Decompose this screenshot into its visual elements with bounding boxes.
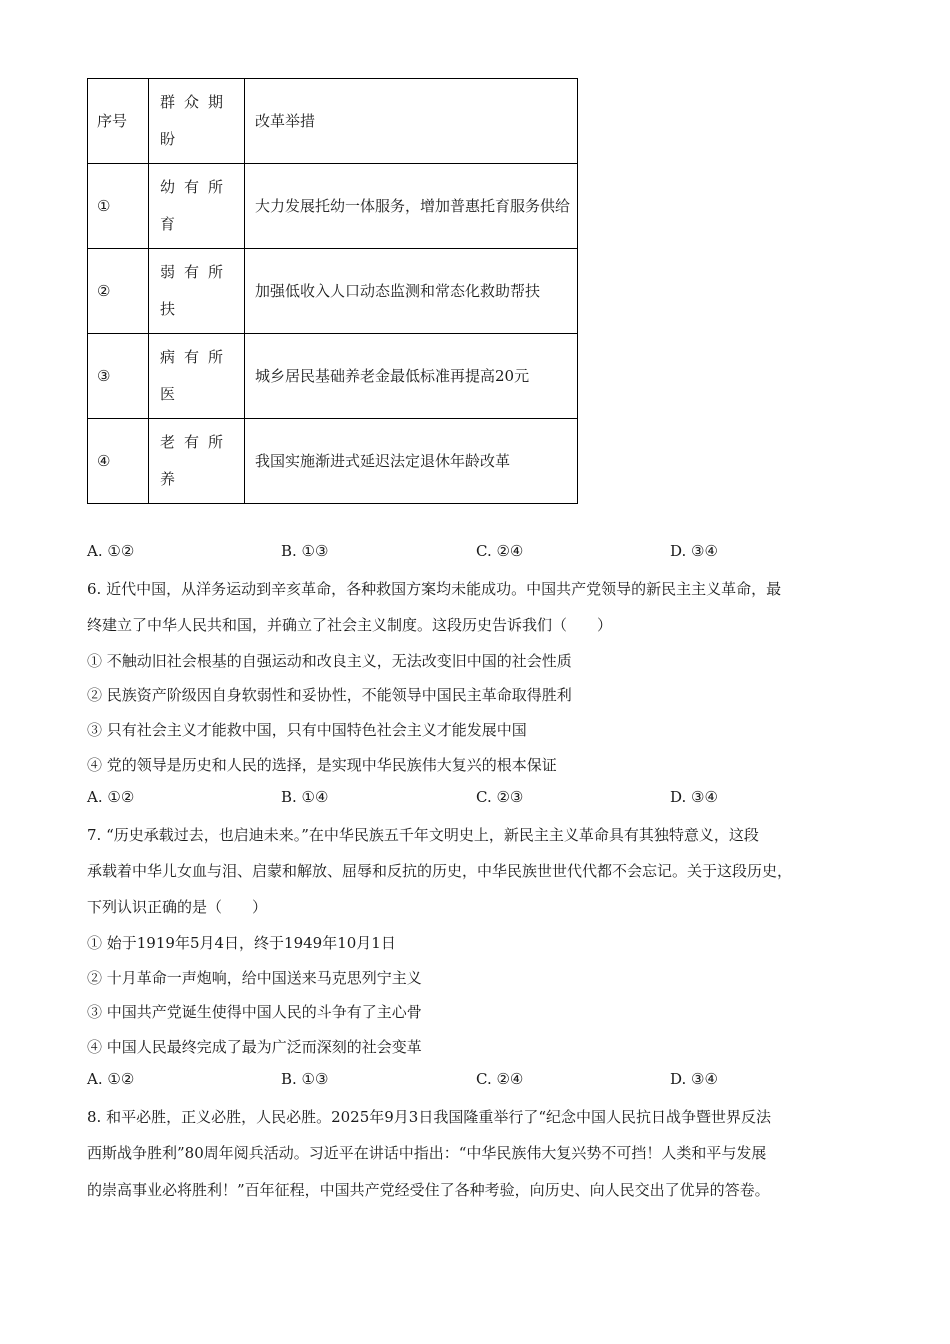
header-measure: 改革举措 bbox=[245, 79, 578, 164]
q8-stem-line-3: 的崇高事业必将胜利！”百年征程，中国共产党经受住了各种考验，向历史、向人民交出了优异的答卷。 bbox=[87, 1181, 770, 1199]
q6-statement-4: ④ 党的领导是历史和人民的选择，是实现中华民族伟大复兴的根本保证 bbox=[87, 756, 557, 774]
option-a[interactable]: A. ①② bbox=[87, 542, 135, 560]
q6-statement-3: ③ 只有社会主义才能救中国，只有中国特色社会主义才能发展中国 bbox=[87, 721, 527, 739]
q7-stem-line-1: 7. “历史承载过去，也启迪未来。”在中华民族五千年文明史上，新民主主义革命具有其独特意义，这段 bbox=[87, 826, 759, 844]
q7-statement-2: ② 十月革命一声炮响，给中国送来马克思列宁主义 bbox=[87, 969, 422, 987]
row-expectation: 病有所医 bbox=[149, 334, 245, 419]
option-c[interactable]: C. ②④ bbox=[476, 1070, 524, 1088]
table-row bbox=[88, 419, 578, 504]
q6-stem-line-1: 6. 近代中国，从洋务运动到辛亥革命，各种救国方案均未能成功。中国共产党领导的新民主主义革命，最 bbox=[87, 580, 782, 598]
q7-stem-line-2: 承载着中华儿女血与泪、启蒙和解放、屈辱和反抗的历史，中华民族世世代代都不会忘记。关于这段历史， bbox=[87, 862, 793, 880]
option-b[interactable]: B. ①④ bbox=[281, 788, 329, 806]
reform-table bbox=[87, 78, 578, 504]
row-expectation: 老有所养 bbox=[149, 419, 245, 504]
row-no: ④ bbox=[88, 419, 149, 504]
row-no: ① bbox=[88, 164, 149, 249]
q7-stem-line-3: 下列认识正确的是（ ） bbox=[87, 898, 268, 916]
row-measure: 大力发展托幼一体服务，增加普惠托育服务供给 bbox=[245, 164, 578, 249]
option-b[interactable]: B. ①③ bbox=[281, 542, 329, 560]
q7-statement-3: ③ 中国共产党诞生使得中国人民的斗争有了主心骨 bbox=[87, 1003, 422, 1021]
q6-stem-line-2: 终建立了中华人民共和国，并确立了社会主义制度。这段历史告诉我们（ ） bbox=[87, 616, 613, 634]
table-row bbox=[88, 334, 578, 419]
option-a[interactable]: A. ①② bbox=[87, 788, 135, 806]
header-no: 序号 bbox=[88, 79, 149, 164]
table-row bbox=[88, 164, 578, 249]
row-measure: 我国实施渐进式延迟法定退休年龄改革 bbox=[245, 419, 578, 504]
row-expectation: 弱有所扶 bbox=[149, 249, 245, 334]
q7-statement-4: ④ 中国人民最终完成了最为广泛而深刻的社会变革 bbox=[87, 1038, 422, 1056]
q6-options bbox=[87, 788, 867, 812]
option-c[interactable]: C. ②③ bbox=[476, 788, 524, 806]
header-expectation: 群众期盼 bbox=[149, 79, 245, 164]
row-no: ② bbox=[88, 249, 149, 334]
option-c[interactable]: C. ②④ bbox=[476, 542, 524, 560]
option-d[interactable]: D. ③④ bbox=[670, 542, 718, 560]
q7-statement-1: ① 始于1919年5月4日，终于1949年10月1日 bbox=[87, 934, 396, 952]
row-no: ③ bbox=[88, 334, 149, 419]
q5-options bbox=[87, 542, 867, 566]
q8-stem-line-1: 8. 和平必胜，正义必胜，人民必胜。2025年9月3日我国隆重举行了“纪念中国人民抗日战争暨世界反法 bbox=[87, 1108, 772, 1126]
q6-statement-2: ② 民族资产阶级因自身软弱性和妥协性，不能领导中国民主革命取得胜利 bbox=[87, 686, 572, 704]
q8-stem-line-2: 西斯战争胜利”80周年阅兵活动。习近平在讲话中指出：“中华民族伟大复兴势不可挡！人类和平与发展 bbox=[87, 1144, 767, 1162]
option-b[interactable]: B. ①③ bbox=[281, 1070, 329, 1088]
option-a[interactable]: A. ①② bbox=[87, 1070, 135, 1088]
table-header-row bbox=[88, 79, 578, 164]
option-d[interactable]: D. ③④ bbox=[670, 1070, 718, 1088]
q7-options bbox=[87, 1070, 867, 1094]
table-row bbox=[88, 249, 578, 334]
row-measure: 城乡居民基础养老金最低标准再提高20元 bbox=[245, 334, 578, 419]
row-expectation: 幼有所育 bbox=[149, 164, 245, 249]
option-d[interactable]: D. ③④ bbox=[670, 788, 718, 806]
q6-statement-1: ① 不触动旧社会根基的自强运动和改良主义，无法改变旧中国的社会性质 bbox=[87, 652, 572, 670]
row-measure: 加强低收入人口动态监测和常态化救助帮扶 bbox=[245, 249, 578, 334]
